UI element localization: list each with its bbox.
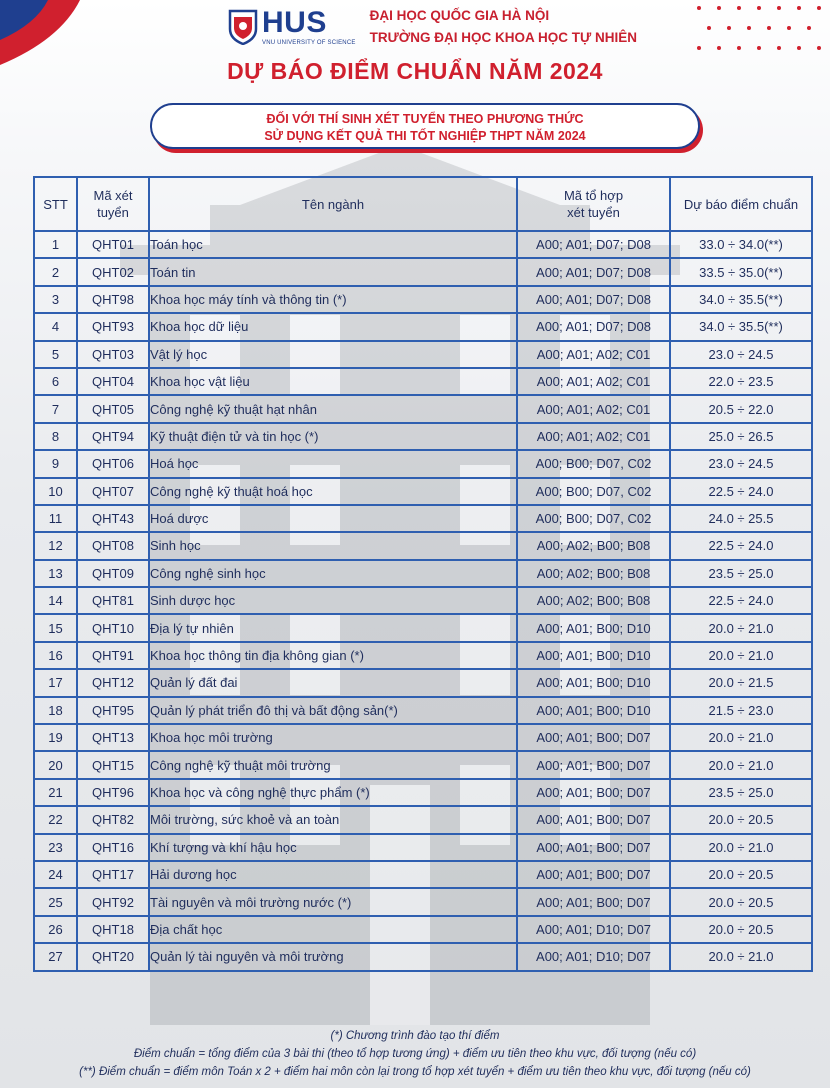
cell-stt: 20 bbox=[34, 751, 77, 778]
table-row bbox=[34, 861, 812, 888]
logo-wordmark: HUS bbox=[262, 6, 327, 39]
cell-tohop: A00; A01; B00; D10 bbox=[517, 697, 670, 724]
cell-ma: QHT06 bbox=[77, 450, 149, 477]
university-name-line1: ĐẠI HỌC QUỐC GIA HÀ NỘI bbox=[369, 8, 550, 23]
cell-stt: 1 bbox=[34, 231, 77, 258]
table-row bbox=[34, 231, 812, 258]
cell-ma: QHT08 bbox=[77, 532, 149, 559]
table-row bbox=[34, 697, 812, 724]
cell-ten: Khí tượng và khí hậu học bbox=[149, 834, 517, 861]
cell-tohop: A00; A01; B00; D10 bbox=[517, 669, 670, 696]
cell-ma: QHT91 bbox=[77, 642, 149, 669]
cell-ma: QHT82 bbox=[77, 806, 149, 833]
cell-ten: Kỹ thuật điện tử và tin học (*) bbox=[149, 423, 517, 450]
cell-ma: QHT13 bbox=[77, 724, 149, 751]
table-header-row bbox=[34, 177, 812, 231]
cell-stt: 10 bbox=[34, 478, 77, 505]
table-row bbox=[34, 313, 812, 340]
cell-ma: QHT95 bbox=[77, 697, 149, 724]
cell-stt: 19 bbox=[34, 724, 77, 751]
cell-ten: Toán học bbox=[149, 231, 517, 258]
cell-diem: 20.0 ÷ 21.0 bbox=[670, 751, 812, 778]
cell-tohop: A00; A01; B00; D10 bbox=[517, 642, 670, 669]
cell-stt: 7 bbox=[34, 395, 77, 422]
cell-tohop: A00; B00; D07, C02 bbox=[517, 450, 670, 477]
cell-diem: 20.0 ÷ 20.5 bbox=[670, 861, 812, 888]
footnote-math-weighted-score: (**) Điểm chuẩn = điểm môn Toán x 2 + điểm hai môn còn lại trong tổ hợp xét tuyển + điểm ưu tiên theo khu vực, đối tượng (nếu có) bbox=[79, 1066, 751, 1078]
cell-stt: 25 bbox=[34, 888, 77, 915]
cell-tohop: A00; B00; D07, C02 bbox=[517, 478, 670, 505]
cell-ten: Khoa học và công nghệ thực phẩm (*) bbox=[149, 779, 517, 806]
table-row bbox=[34, 341, 812, 368]
cell-diem: 22.0 ÷ 23.5 bbox=[670, 368, 812, 395]
university-name-line2: TRƯỜNG ĐẠI HỌC KHOA HỌC TỰ NHIÊN bbox=[369, 30, 637, 45]
score-table bbox=[33, 176, 813, 972]
cell-tohop: A00; A01; B00; D10 bbox=[517, 614, 670, 641]
header-ma-xet-tuyen: Mã xét tuyển bbox=[77, 177, 149, 231]
cell-stt: 4 bbox=[34, 313, 77, 340]
cell-ma: QHT02 bbox=[77, 258, 149, 285]
cell-tohop: A00; A02; B00; B08 bbox=[517, 532, 670, 559]
cell-tohop: A00; A01; A02; C01 bbox=[517, 423, 670, 450]
cell-stt: 11 bbox=[34, 505, 77, 532]
cell-ten: Quản lý đất đai bbox=[149, 669, 517, 696]
cell-ma: QHT43 bbox=[77, 505, 149, 532]
cell-stt: 26 bbox=[34, 916, 77, 943]
cell-ma: QHT98 bbox=[77, 286, 149, 313]
cell-tohop: A00; A01; B00; D07 bbox=[517, 861, 670, 888]
cell-tohop: A00; A01; B00; D07 bbox=[517, 806, 670, 833]
table-row bbox=[34, 834, 812, 861]
cell-diem: 20.0 ÷ 21.0 bbox=[670, 834, 812, 861]
footnotes bbox=[0, 1027, 830, 1081]
cell-tohop: A00; A01; D07; D08 bbox=[517, 231, 670, 258]
table-row bbox=[34, 423, 812, 450]
table-row bbox=[34, 943, 812, 970]
cell-ma: QHT93 bbox=[77, 313, 149, 340]
cell-ten: Khoa học môi trường bbox=[149, 724, 517, 751]
cell-ma: QHT16 bbox=[77, 834, 149, 861]
cell-tohop: A00; B00; D07, C02 bbox=[517, 505, 670, 532]
cell-ma: QHT18 bbox=[77, 916, 149, 943]
table-row bbox=[34, 286, 812, 313]
cell-tohop: A00; A02; B00; B08 bbox=[517, 560, 670, 587]
table-row bbox=[34, 587, 812, 614]
header-ten-nganh: Tên ngành bbox=[149, 177, 517, 231]
cell-stt: 14 bbox=[34, 587, 77, 614]
cell-diem: 23.0 ÷ 24.5 bbox=[670, 450, 812, 477]
cell-ma: QHT01 bbox=[77, 231, 149, 258]
cell-tohop: A00; A02; B00; B08 bbox=[517, 587, 670, 614]
table-row bbox=[34, 478, 812, 505]
cell-ma: QHT10 bbox=[77, 614, 149, 641]
cell-tohop: A00; A01; D10; D07 bbox=[517, 943, 670, 970]
cell-stt: 17 bbox=[34, 669, 77, 696]
cell-ten: Toán tin bbox=[149, 258, 517, 285]
header-ma-to-hop: Mã tổ hợp xét tuyển bbox=[517, 177, 670, 231]
header-du-bao-diem: Dự báo điểm chuẩn bbox=[670, 177, 812, 231]
cell-ten: Hoá học bbox=[149, 450, 517, 477]
cell-stt: 27 bbox=[34, 943, 77, 970]
cell-tohop: A00; A01; B00; D07 bbox=[517, 888, 670, 915]
cell-tohop: A00; A01; D07; D08 bbox=[517, 313, 670, 340]
cell-ma: QHT04 bbox=[77, 368, 149, 395]
cell-diem: 25.0 ÷ 26.5 bbox=[670, 423, 812, 450]
cell-tohop: A00; A01; B00; D07 bbox=[517, 779, 670, 806]
table-row bbox=[34, 806, 812, 833]
cell-diem: 23.5 ÷ 25.0 bbox=[670, 560, 812, 587]
cell-stt: 13 bbox=[34, 560, 77, 587]
cell-stt: 23 bbox=[34, 834, 77, 861]
cell-tohop: A00; A01; A02; C01 bbox=[517, 368, 670, 395]
table-row bbox=[34, 258, 812, 285]
cell-ten: Công nghệ kỹ thuật môi trường bbox=[149, 751, 517, 778]
cell-diem: 24.0 ÷ 25.5 bbox=[670, 505, 812, 532]
cell-ma: QHT07 bbox=[77, 478, 149, 505]
cell-stt: 16 bbox=[34, 642, 77, 669]
cell-tohop: A00; A01; D10; D07 bbox=[517, 916, 670, 943]
university-logo bbox=[228, 8, 356, 46]
cell-diem: 20.5 ÷ 22.0 bbox=[670, 395, 812, 422]
cell-ma: QHT92 bbox=[77, 888, 149, 915]
footnote-standard-score: Điểm chuẩn = tổng điểm của 3 bài thi (theo tổ hợp tương ứng) + điểm ưu tiên theo khu vực, đối tượng (nếu có) bbox=[133, 1048, 697, 1060]
cell-stt: 21 bbox=[34, 779, 77, 806]
cell-tohop: A00; A01; D07; D08 bbox=[517, 286, 670, 313]
cell-ten: Sinh học bbox=[149, 532, 517, 559]
cell-stt: 2 bbox=[34, 258, 77, 285]
subtitle-line2: SỬ DỤNG KẾT QUẢ THI TỐT NGHIỆP THPT NĂM 2024 bbox=[264, 129, 586, 143]
cell-diem: 22.5 ÷ 24.0 bbox=[670, 478, 812, 505]
cell-ten: Sinh dược học bbox=[149, 587, 517, 614]
logo-subtext: VNU UNIVERSITY OF SCIENCE bbox=[262, 40, 356, 46]
cell-ten: Môi trường, sức khoẻ và an toàn bbox=[149, 806, 517, 833]
cell-diem: 22.5 ÷ 24.0 bbox=[670, 532, 812, 559]
cell-ten: Địa lý tự nhiên bbox=[149, 614, 517, 641]
dot-pattern-decoration bbox=[694, 2, 824, 54]
cell-stt: 6 bbox=[34, 368, 77, 395]
cell-ten: Khoa học máy tính và thông tin (*) bbox=[149, 286, 517, 313]
table-row bbox=[34, 642, 812, 669]
cell-ma: QHT03 bbox=[77, 341, 149, 368]
cell-diem: 20.0 ÷ 21.0 bbox=[670, 642, 812, 669]
footnote-pilot-program: (*) Chương trình đào tạo thí điểm bbox=[330, 1030, 500, 1042]
table-row bbox=[34, 916, 812, 943]
cell-diem: 20.0 ÷ 20.5 bbox=[670, 916, 812, 943]
table-row bbox=[34, 395, 812, 422]
cell-ten: Khoa học vật liệu bbox=[149, 368, 517, 395]
cell-stt: 22 bbox=[34, 806, 77, 833]
cell-diem: 23.5 ÷ 25.0 bbox=[670, 779, 812, 806]
table-row bbox=[34, 669, 812, 696]
cell-ten: Khoa học thông tin địa không gian (*) bbox=[149, 642, 517, 669]
cell-ten: Tài nguyên và môi trường nước (*) bbox=[149, 888, 517, 915]
cell-ma: QHT17 bbox=[77, 861, 149, 888]
cell-ma: QHT12 bbox=[77, 669, 149, 696]
header-stt: STT bbox=[34, 177, 77, 231]
table-row bbox=[34, 532, 812, 559]
cell-diem: 23.0 ÷ 24.5 bbox=[670, 341, 812, 368]
cell-diem: 20.0 ÷ 20.5 bbox=[670, 888, 812, 915]
cell-tohop: A00; A01; A02; C01 bbox=[517, 341, 670, 368]
cell-ma: QHT96 bbox=[77, 779, 149, 806]
cell-diem: 20.0 ÷ 21.0 bbox=[670, 943, 812, 970]
cell-diem: 20.0 ÷ 21.0 bbox=[670, 724, 812, 751]
table-row bbox=[34, 505, 812, 532]
table-row bbox=[34, 751, 812, 778]
cell-diem: 34.0 ÷ 35.5(**) bbox=[670, 286, 812, 313]
cell-stt: 24 bbox=[34, 861, 77, 888]
cell-stt: 12 bbox=[34, 532, 77, 559]
cell-diem: 34.0 ÷ 35.5(**) bbox=[670, 313, 812, 340]
cell-ten: Vật lý học bbox=[149, 341, 517, 368]
cell-ten: Hoá dược bbox=[149, 505, 517, 532]
table-row bbox=[34, 779, 812, 806]
cell-stt: 18 bbox=[34, 697, 77, 724]
page-title: DỰ BÁO ĐIỂM CHUẨN NĂM 2024 bbox=[227, 58, 603, 84]
cell-ten: Quản lý phát triển đô thị và bất động sản(*) bbox=[149, 697, 517, 724]
cell-tohop: A00; A01; B00; D07 bbox=[517, 834, 670, 861]
cell-tohop: A00; A01; D07; D08 bbox=[517, 258, 670, 285]
cell-diem: 20.0 ÷ 20.5 bbox=[670, 806, 812, 833]
table-row bbox=[34, 614, 812, 641]
cell-ten: Công nghệ sinh học bbox=[149, 560, 517, 587]
table-row bbox=[34, 450, 812, 477]
table-row bbox=[34, 724, 812, 751]
cell-diem: 22.5 ÷ 24.0 bbox=[670, 587, 812, 614]
cell-ma: QHT09 bbox=[77, 560, 149, 587]
subtitle-line1: ĐỐI VỚI THÍ SINH XÉT TUYỂN THEO PHƯƠNG THỨC bbox=[266, 112, 584, 126]
cell-ma: QHT15 bbox=[77, 751, 149, 778]
cell-stt: 5 bbox=[34, 341, 77, 368]
cell-ma: QHT05 bbox=[77, 395, 149, 422]
cell-diem: 33.0 ÷ 34.0(**) bbox=[670, 231, 812, 258]
cell-stt: 15 bbox=[34, 614, 77, 641]
cell-stt: 3 bbox=[34, 286, 77, 313]
university-name bbox=[370, 5, 637, 49]
cell-ten: Công nghệ kỹ thuật hạt nhân bbox=[149, 395, 517, 422]
cell-diem: 33.5 ÷ 35.0(**) bbox=[670, 258, 812, 285]
table-row bbox=[34, 368, 812, 395]
cell-tohop: A00; A01; A02; C01 bbox=[517, 395, 670, 422]
cell-ma: QHT81 bbox=[77, 587, 149, 614]
cell-ten: Công nghệ kỹ thuật hoá học bbox=[149, 478, 517, 505]
cell-ten: Hải dương học bbox=[149, 861, 517, 888]
subtitle-banner bbox=[150, 103, 700, 149]
cell-ma: QHT20 bbox=[77, 943, 149, 970]
cell-ten: Địa chất học bbox=[149, 916, 517, 943]
shield-emblem-icon bbox=[228, 9, 258, 45]
cell-tohop: A00; A01; B00; D07 bbox=[517, 751, 670, 778]
cell-ten: Khoa học dữ liệu bbox=[149, 313, 517, 340]
table-row bbox=[34, 560, 812, 587]
cell-tohop: A00; A01; B00; D07 bbox=[517, 724, 670, 751]
header bbox=[228, 4, 637, 50]
cell-stt: 9 bbox=[34, 450, 77, 477]
cell-diem: 20.0 ÷ 21.5 bbox=[670, 669, 812, 696]
cell-stt: 8 bbox=[34, 423, 77, 450]
cell-diem: 21.5 ÷ 23.0 bbox=[670, 697, 812, 724]
cell-ten: Quản lý tài nguyên và môi trường bbox=[149, 943, 517, 970]
cell-diem: 20.0 ÷ 21.0 bbox=[670, 614, 812, 641]
table-row bbox=[34, 888, 812, 915]
cell-ma: QHT94 bbox=[77, 423, 149, 450]
